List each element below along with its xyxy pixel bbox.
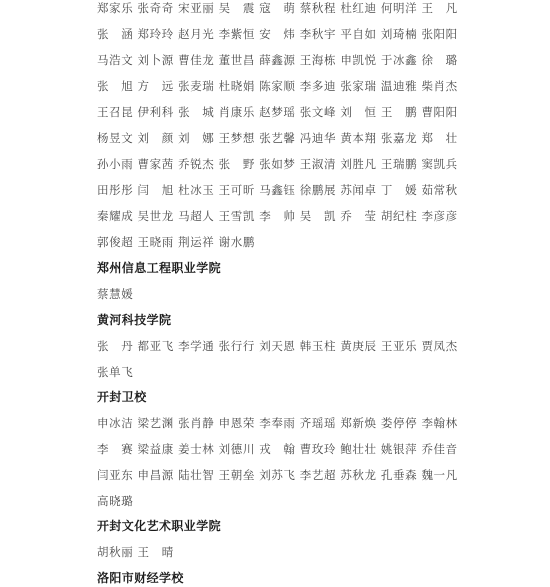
- name-line: 郭俊超 王晓雨 荆运祥 谢水鹏: [97, 235, 255, 249]
- name-line: 张 丹 都亚飞 李学通 张行行 刘天恩 韩玉柱 黄庚辰 王亚乐 贾凤杰: [97, 339, 458, 353]
- name-line: 秦耀成 吴世龙 马超人 王雪凯 李 帅 吴 凯 乔 莹 胡纪柱 李彦彦: [97, 209, 458, 223]
- section-heading: 黄河科技学院: [97, 313, 172, 327]
- name-line: 李 赛 梁益康 姜士林 刘德川 戎 翰 曹玫玲 鲍壮壮 姚银萍 乔佳音: [97, 442, 458, 456]
- name-line: 张单飞: [97, 365, 134, 379]
- name-line: 王召昆 伊利科 张 城 肖康乐 赵梦瑶 张文峰 刘 恒 王 鹏 曹阳阳: [97, 105, 458, 119]
- name-line: 张 涵 郑玲玲 赵月光 李紫恒 安 炜 李秋宇 平自如 刘琦楠 张阳阳: [97, 27, 458, 41]
- name-line: 张 旭 方 远 张麦瑞 杜晓娟 陈家顺 李多迪 张家瑞 温迪雅 柴肖杰: [97, 79, 458, 93]
- name-line: 杨昱文 刘 颜 刘 娜 王梦想 张艺馨 冯迪华 黄本翔 张嘉龙 郑 壮: [97, 131, 458, 145]
- name-line: 申冰洁 梁艺渊 张肖静 申恩荣 李奉雨 齐瑶瑶 郑新焕 娄停停 李翰林: [97, 416, 458, 430]
- name-line: 胡秋丽 王 晴: [97, 545, 174, 559]
- name-line: 蔡慧媛: [97, 287, 134, 301]
- section-heading: 开封卫校: [97, 390, 147, 404]
- section-heading: 洛阳市财经学校: [97, 571, 184, 585]
- section-heading: 郑州信息工程职业学院: [97, 261, 222, 275]
- name-line: 闫亚东 申昌源 陆壮智 王朝垒 刘苏飞 李艺超 苏秋龙 孔垂森 魏一凡: [97, 468, 458, 482]
- name-line: 郑家乐 张奇奇 宋亚丽 吴 震 寇 萌 蔡秋程 杜红迪 何明洋 王 凡: [97, 1, 458, 15]
- name-line: 马浩文 刘卜源 曹佳龙 董世昌 薛鑫源 王海栋 申凯悦 于冰鑫 徐 璐: [97, 53, 458, 67]
- section-heading: 开封文化艺术职业学院: [97, 519, 222, 533]
- name-line: 孙小雨 曹家茜 乔锐杰 张 野 张如梦 王淑清 刘胜凡 王瑞鹏 窦凯兵: [97, 157, 458, 171]
- name-line: 高晓璐: [97, 494, 134, 508]
- name-line: 田彤彤 闫 旭 杜冰玉 王可昕 马鑫钰 徐鹏展 苏闻卓 丁 媛 茹常秋: [97, 183, 458, 197]
